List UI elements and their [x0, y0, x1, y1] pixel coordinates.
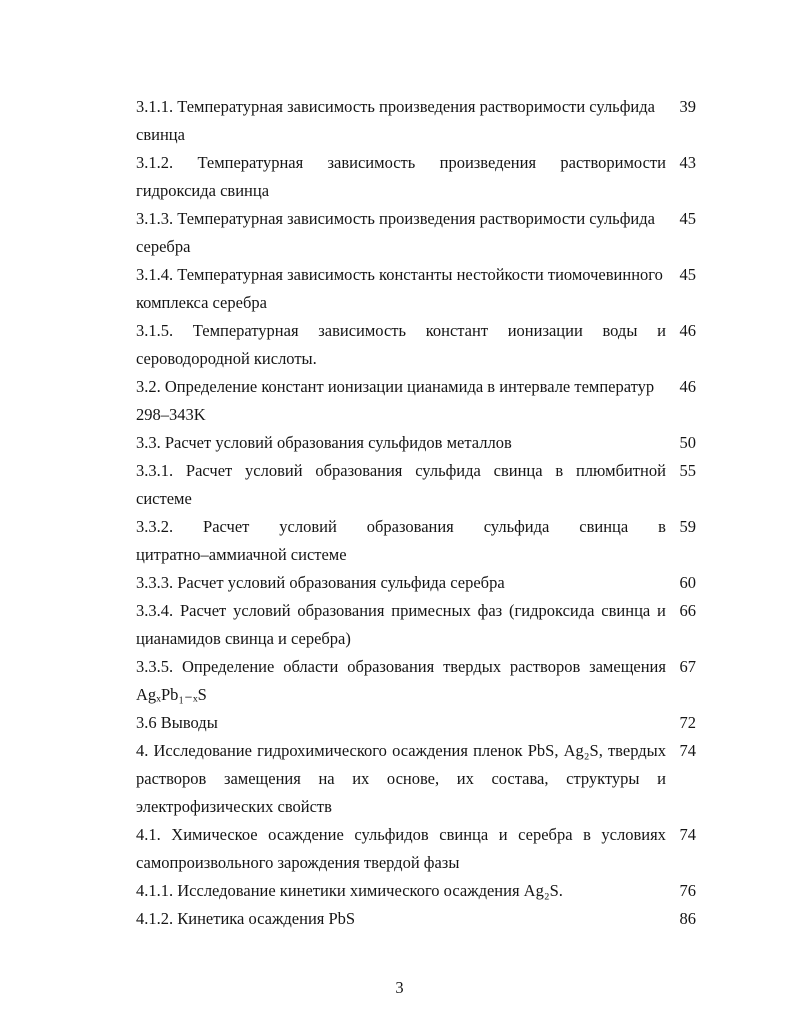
toc-entry — [136, 205, 696, 261]
toc-entry-page: 39 — [679, 97, 696, 116]
toc-entry-page: 60 — [679, 573, 696, 592]
toc-entry-word: условий — [279, 517, 337, 536]
toc-entry-word: в — [555, 461, 564, 480]
toc-entry-page: 66 — [679, 601, 696, 620]
toc-entry — [136, 457, 696, 513]
toc-entry-continuation: AgₓPb₁₋ₓS — [136, 685, 207, 704]
toc-entry-continuation: 298–343K — [136, 405, 206, 424]
toc-entry-title — [136, 821, 676, 849]
toc-entry-word: Определение — [181, 657, 275, 676]
page-number: 3 — [395, 978, 404, 997]
toc-entry-word: образования — [297, 601, 385, 620]
toc-entry-continuation: сероводородной кислоты. — [136, 349, 317, 368]
toc-entry-page: 74 — [679, 741, 696, 760]
toc-entry-word: образования — [366, 517, 454, 536]
toc-entry-word: твердых — [607, 741, 666, 760]
toc-entry-continuation: свинца — [136, 125, 185, 144]
toc-entry-line — [136, 905, 696, 933]
toc-entry-line — [136, 205, 696, 233]
toc-entry-continuation: комплекса серебра — [136, 293, 267, 312]
toc-entry-word: состава, — [491, 769, 549, 788]
toc-entry-word: констант — [425, 321, 489, 340]
toc-entry — [136, 429, 696, 457]
toc-entry-word: Ag₂S, — [563, 741, 603, 760]
toc-entry-word: сульфида — [415, 461, 481, 480]
toc-entry-page: 67 — [679, 657, 696, 676]
toc-entry-title — [136, 261, 676, 289]
toc-entry-word: основе, — [386, 769, 440, 788]
toc-entry-word: 3.1.4. Температурная зависимость константы нестойкости тиомочевинного — [136, 265, 663, 284]
toc-entry-title — [136, 653, 676, 681]
toc-entry-word: структуры — [566, 769, 640, 788]
toc-entry-word: воды — [602, 321, 638, 340]
toc-entry-page: 45 — [679, 265, 696, 284]
toc-entry-word: условий — [233, 601, 291, 620]
toc-entry-title — [136, 93, 676, 121]
toc-entry-word: твердых — [443, 657, 502, 676]
toc-entry — [136, 373, 696, 429]
toc-entry — [136, 877, 696, 905]
toc-entry-line — [136, 653, 696, 681]
toc-entry-word: ионизации — [507, 321, 583, 340]
toc-entry-continuation: гидроксида свинца — [136, 181, 270, 200]
toc-entry-line — [136, 261, 696, 289]
toc-entry-word: растворов — [136, 769, 207, 788]
toc-entry-title — [136, 373, 676, 401]
toc-entry-word: Температурная — [192, 321, 299, 340]
toc-entry-title — [136, 709, 676, 737]
toc-entry-title — [136, 513, 676, 541]
toc-entry-word: 3.6 Выводы — [136, 713, 218, 732]
toc-entry-continuation: цианамидов свинца и серебра) — [136, 629, 351, 648]
toc-entry-word: осаждение — [268, 825, 344, 844]
toc-entry-word: серебра — [518, 825, 573, 844]
toc-entry-word: 3.1.2. — [136, 153, 174, 172]
toc-entry-word: 4. — [136, 741, 149, 760]
toc-entry-page: 59 — [679, 517, 696, 536]
toc-entry-word: 3.1.5. — [136, 321, 174, 340]
toc-entry-word: условий — [245, 461, 303, 480]
toc-entry-line — [136, 457, 696, 485]
toc-entry-word: и — [657, 769, 666, 788]
toc-entry-word: их — [456, 769, 474, 788]
toc-entry — [136, 905, 696, 933]
toc-entry-word: свинца — [493, 461, 543, 480]
toc-entry-word: замещения — [589, 657, 666, 676]
toc-entry-title — [136, 569, 676, 597]
toc-entry-word: свинца — [579, 517, 629, 536]
toc-entry-page: 72 — [679, 713, 696, 732]
toc-entry-word: примесных — [391, 601, 471, 620]
toc-entry-title — [136, 737, 676, 765]
toc-entry-word: Химическое — [171, 825, 258, 844]
toc-entry-word: свинца — [439, 825, 489, 844]
toc-entry-word: образования — [315, 461, 403, 480]
table-of-contents — [136, 93, 696, 933]
toc-entry-line — [136, 597, 696, 625]
toc-entry-title — [136, 905, 676, 933]
toc-entry-line — [136, 737, 696, 765]
toc-entry-continuation: серебра — [136, 237, 191, 256]
toc-entry-title — [136, 597, 676, 625]
toc-entry-title — [136, 317, 676, 345]
toc-entry-word: условиях — [601, 825, 666, 844]
toc-entry-word: их — [352, 769, 370, 788]
toc-entry-word: сульфидов — [354, 825, 429, 844]
toc-entry-continuation: цитратно–аммиачной системе — [136, 545, 347, 564]
toc-entry-line — [136, 877, 696, 905]
toc-entry-word: и — [657, 601, 666, 620]
toc-entry-word: (гидроксида — [509, 601, 595, 620]
toc-entry-continuation: электрофизических свойств — [136, 797, 332, 816]
toc-entry-word: 3.3.3. Расчет условий образования сульфида серебра — [136, 573, 505, 592]
toc-entry-word: 3.1.1. Температурная зависимость произведения растворимости сульфида — [136, 97, 655, 116]
toc-entry-word: растворимости — [560, 153, 666, 172]
toc-entry-line — [136, 821, 696, 849]
toc-entry-continuation: системе — [136, 489, 192, 508]
toc-entry-word: осаждения — [392, 741, 468, 760]
toc-entry-word: плюмбитной — [575, 461, 666, 480]
toc-entry-word: зависимость — [327, 153, 416, 172]
toc-entry-word: растворов — [509, 657, 581, 676]
toc-entry — [136, 513, 696, 569]
toc-entry-word: 3.3. Расчет условий образования сульфидов металлов — [136, 433, 512, 452]
toc-entry-word: 3.3.4. — [136, 601, 174, 620]
toc-entry-word: фаз — [477, 601, 503, 620]
toc-entry-continuation — [136, 765, 696, 793]
toc-entry-page: 43 — [679, 153, 696, 172]
toc-entry-word: Расчет — [203, 517, 250, 536]
toc-entry-line — [136, 317, 696, 345]
toc-entry-word: 3.1.3. Температурная зависимость произведения растворимости сульфида — [136, 209, 655, 228]
toc-entry-word: Исследование — [153, 741, 252, 760]
toc-entry-page: 46 — [679, 377, 696, 396]
toc-entry-title — [136, 877, 676, 905]
toc-entry-line — [136, 373, 696, 401]
toc-entry-word: 4.1.1. Исследование кинетики химического осаждения Ag₂S. — [136, 881, 563, 900]
toc-entry-word: в — [658, 517, 666, 536]
toc-entry-word: зависимость — [318, 321, 407, 340]
toc-entry-word: PbS, — [527, 741, 559, 760]
toc-entry-page: 45 — [679, 209, 696, 228]
toc-entry — [136, 737, 696, 821]
toc-entry — [136, 653, 696, 709]
toc-entry-word: на — [318, 769, 335, 788]
toc-entry-page: 46 — [679, 321, 696, 340]
toc-entry-word: Температурная — [197, 153, 304, 172]
toc-entry-page: 76 — [679, 881, 696, 900]
toc-entry-word: 3.2. Определение констант ионизации цианамида в интервале температур — [136, 377, 655, 396]
toc-entry — [136, 261, 696, 317]
toc-entry-word: в — [583, 825, 591, 844]
toc-entry-word: Расчет — [179, 601, 227, 620]
toc-entry-title — [136, 429, 676, 457]
toc-entry — [136, 597, 696, 653]
toc-entry-line — [136, 429, 696, 457]
toc-entry — [136, 317, 696, 373]
toc-entry-word: 3.3.2. — [136, 517, 174, 536]
toc-entry-page: 86 — [679, 909, 696, 928]
toc-entry-word: гидрохимического — [257, 741, 387, 760]
toc-entry-word: 4.1.2. Кинетика осаждения PbS — [136, 909, 356, 928]
toc-entry-line — [136, 149, 696, 177]
toc-entry-word: 3.3.5. — [136, 657, 174, 676]
toc-entry-word: пленок — [473, 741, 523, 760]
toc-entry-page: 74 — [679, 825, 696, 844]
toc-entry — [136, 709, 696, 737]
toc-entry-line — [136, 93, 696, 121]
toc-entry-word: области — [283, 657, 339, 676]
toc-entry-title — [136, 457, 676, 485]
toc-entry-word: Расчет — [185, 461, 233, 480]
toc-entry-title — [136, 149, 676, 177]
toc-entry — [136, 93, 696, 149]
toc-entry-line — [136, 569, 696, 597]
toc-entry-word: сульфида — [483, 517, 550, 536]
toc-entry-title — [136, 205, 676, 233]
toc-entry-word: 4.1. — [136, 825, 161, 844]
toc-entry-line — [136, 513, 696, 541]
toc-entry-word: 3.3.1. — [136, 461, 174, 480]
toc-entry — [136, 149, 696, 205]
toc-entry-word: замещения — [223, 769, 301, 788]
toc-entry-page: 50 — [679, 433, 696, 452]
toc-entry-continuation: самопроизвольного зарождения твердой фазы — [136, 853, 460, 872]
toc-entry — [136, 821, 696, 877]
toc-entry-word: и — [498, 825, 508, 844]
toc-entry-page: 55 — [679, 461, 696, 480]
toc-entry-word: и — [657, 321, 666, 340]
toc-entry-line — [136, 709, 696, 737]
toc-entry-word: образования — [347, 657, 435, 676]
toc-entry-word: свинца — [601, 601, 651, 620]
toc-entry — [136, 569, 696, 597]
toc-entry-word: произведения — [439, 153, 537, 172]
